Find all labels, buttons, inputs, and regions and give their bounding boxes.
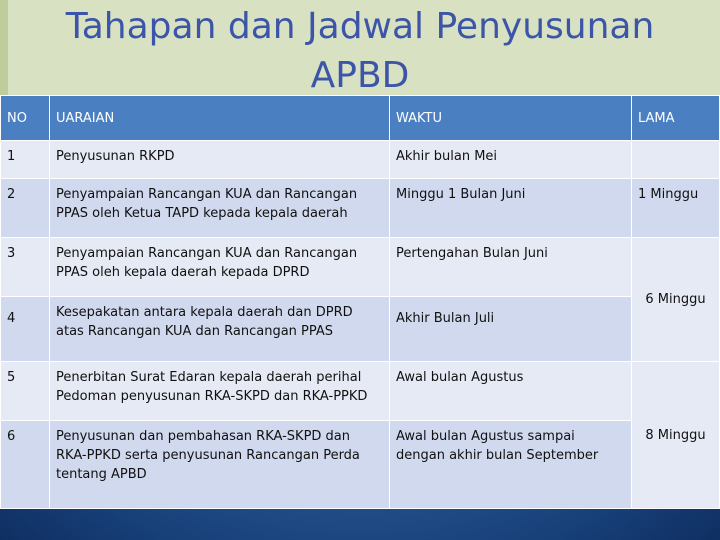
cell-uraian: Penyampaian Rancangan KUA dan Rancangan PPAS oleh kepala daerah kepada DPRD [50,238,390,297]
cell-waktu: Akhir bulan Mei [390,141,632,179]
cell-no: 6 [1,421,50,509]
table-row [1,141,720,179]
cell-uraian: Penyusunan dan pembahasan RKA-SKPD dan RKA-PPKD serta penyusunan Rancangan Perda tentang APBD [50,421,390,509]
cell-lama [632,141,720,179]
table-row [1,238,720,297]
cell-waktu: Minggu 1 Bulan Juni [390,179,632,238]
header-lama: LAMA [632,96,720,141]
cell-waktu: Awal bulan Agustus [390,362,632,421]
header-uraian: UARAIAN [50,96,390,141]
cell-uraian: Penerbitan Surat Edaran kepala daerah perihal Pedoman penyusunan RKA-SKPD dan RKA-PPKD [50,362,390,421]
slide-title-line2: APBD [310,55,410,96]
table-row [1,179,720,238]
title-band-edge [0,0,8,100]
cell-uraian: Penyampaian Rancangan KUA dan Rancangan PPAS oleh Ketua TAPD kepada kepala daerah [50,179,390,238]
table-row [1,297,720,362]
cell-waktu: Pertengahan Bulan Juni [390,238,632,297]
table-header-row [1,96,720,141]
cell-lama-merged: 6 Minggu [632,238,720,362]
cell-no: 2 [1,179,50,238]
cell-waktu: Akhir Bulan Juli [390,297,632,362]
cell-lama-merged: 8 Minggu [632,362,720,509]
cell-no: 1 [1,141,50,179]
cell-waktu: Awal bulan Agustus sampai dengan akhir bulan September [390,421,632,509]
header-no: NO [1,96,50,141]
slide-title [40,2,680,100]
cell-lama: 1 Minggu [632,179,720,238]
table-row [1,421,720,509]
title-band [0,0,720,100]
slide-title-line1: Tahapan dan Jadwal Penyusunan [65,6,655,47]
table-row [1,362,720,421]
cell-uraian: Penyusunan RKPD [50,141,390,179]
cell-no: 3 [1,238,50,297]
cell-no: 4 [1,297,50,362]
cell-uraian: Kesepakatan antara kepala daerah dan DPRD atas Rancangan KUA dan Rancangan PPAS [50,297,390,362]
cell-no: 5 [1,362,50,421]
header-waktu: WAKTU [390,96,632,141]
schedule-table [0,95,720,509]
